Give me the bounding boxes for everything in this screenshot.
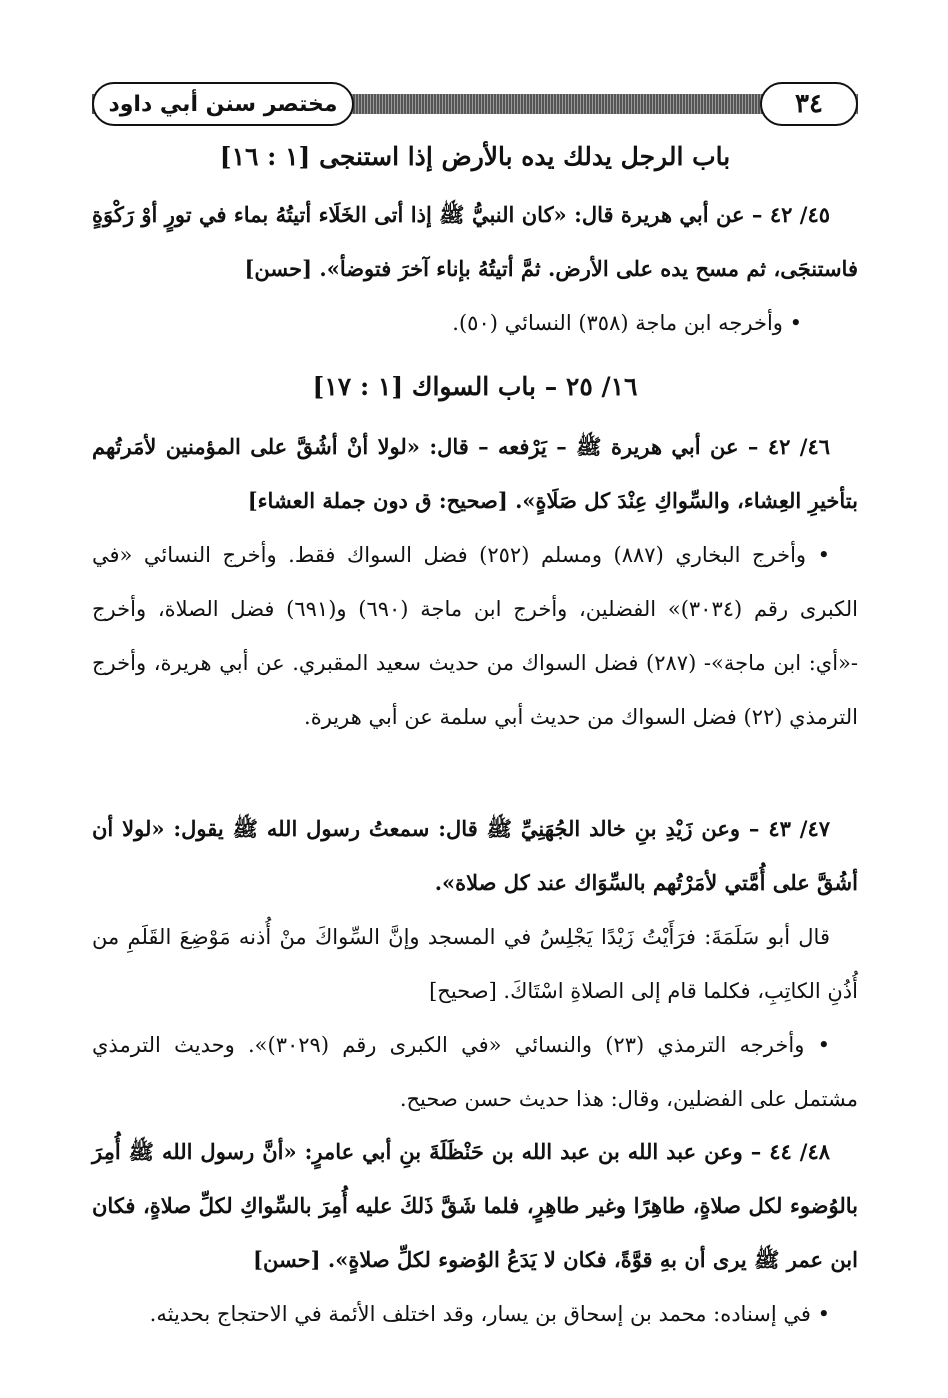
hadith-text: ٤٧/ ٤٣ – وعن زَيْدِ بنِ خالد الجُهَنِيِّ ﷺ قال: سمعتُ رسول الله ﷺ يقول: «لولا أن أشُقَّ على أُمَّتي لأمَرْتُهم بالسِّوَاك عند كل صلاة».	[92, 816, 858, 895]
hadith-45	[92, 188, 858, 350]
section-heading-2: ١٦/ ٢٥ – باب السواك [١ : ١٧]	[312, 372, 638, 401]
hadith-text: ٤٦/ ٤٢ – عن أبي هريرة ﷺ – يَرْفعه – قال: «لولا أنْ أشُقَّ على المؤمنين لأمَرتُهم بتأخيرِ العِشاء، والسِّواكِ عِنْدَ كل صَلَاةٍ». [صحيح: ق دون جملة العشاء]	[92, 434, 858, 513]
book-title: مختصر سنن أبي داود	[92, 82, 354, 126]
hadith-note: • وأخرجه الترمذي (٢٣) والنسائي «في الكبرى رقم (٣٠٢٩)». وحديث الترمذي مشتمل على الفضلين، وقال: هذا حديث حسن صحيح.	[92, 1033, 858, 1111]
section-heading-1: باب الرجل يدلك يده بالأرض إذا استنجى [١ : ١٦]	[219, 142, 731, 171]
hadith-46	[92, 420, 858, 744]
hadith-note: • وأخرجه ابن ماجة (٣٥٨) النسائي (٥٠).	[452, 311, 802, 335]
hadith-note: • وأخرج البخاري (٨٨٧) ومسلم (٢٥٢) فضل السواك فقط. وأخرج النسائي «في الكبرى رقم (٣٠٣٤)» الفضلين، وأخرج ابن ماجة (٦٩٠) و(٦٩١) فضل الصلاة، وأخرج -«أي: ابن ماجة»- (٢٨٧) فضل السواك من حديث سعيد المقبري. عن أبي هريرة، وأخرج الترمذي (٢٢) فضل السواك من حديث أبي سلمة عن أبي هريرة.	[92, 543, 859, 729]
hadith-48	[92, 1125, 858, 1341]
hadith-text: ٤٨/ ٤٤ – وعن عبد الله بن عبد الله بن حَنْظَلَةَ بنِ أبي عامرٍ: «أنَّ رسول الله ﷺ أُمِرَ بالوُضوء لكل صلاةٍ، طاهِرًا وغير طاهِرٍ، فلما شَقَّ ذَلكَ عليه أُمِرَ بالسِّواكِ لكلِّ صلاةٍ، فكان ابن عمر ﷺ يرى أن بهِ قوَّةً، فكان لا يَدَعُ الوُضوء لكلِّ صلاةٍ». [حسن]	[92, 1139, 858, 1272]
hadith-text: ٤٥/ ٤٢ – عن أبي هريرة قال: «كان النبيُّ ﷺ إذا أتى الخَلَاء أتيتُهُ بماء في تورٍ أوْ رَكْوَةٍ فاستنجَى، ثم مسح يده على الأرض. ثمَّ أتيتُهُ بإناء آخرَ فتوضأ». [حسن]	[92, 202, 858, 281]
hadith-note: • في إسناده: محمد بن إسحاق بن يسار، وقد اختلف الأئمة في الاحتجاج بحديثه.	[149, 1302, 830, 1326]
page-number: ٣٤	[760, 82, 858, 126]
hadith-paragraph: قال أبو سَلَمَةَ: فرَأَيْتُ زَيْدًا يَجْلِسُ في المسجد وإنَّ السِّواكَ منْ أُذنه مَوْضِعَ القَلَمِ من أُذُنِ الكاتِبِ، فكلما قام إلى الصلاةِ اسْتَاكَ. [صحيح]	[92, 925, 858, 1003]
hadith-47	[92, 802, 858, 1126]
page-header	[92, 80, 858, 130]
page	[92, 80, 858, 1340]
